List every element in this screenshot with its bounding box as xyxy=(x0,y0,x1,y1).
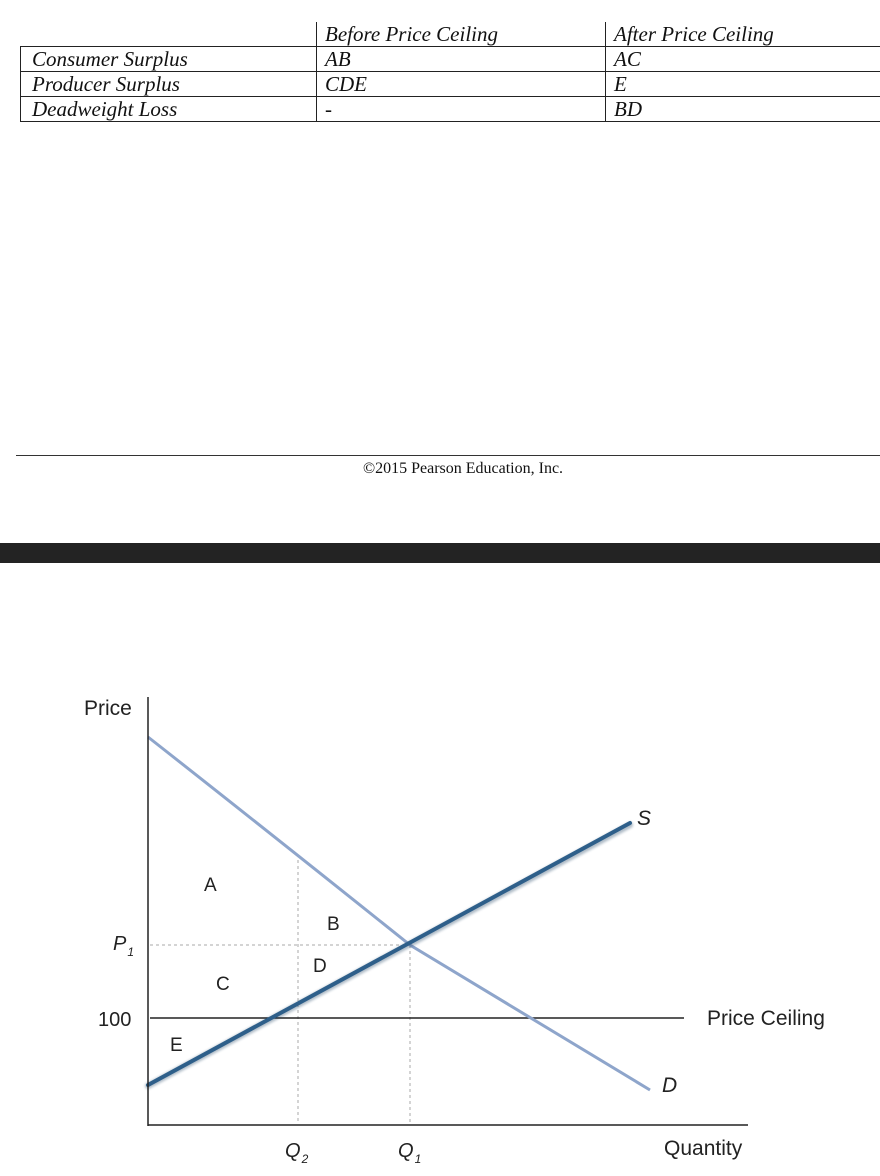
q1-label: $Q_1$ xyxy=(398,1140,422,1166)
region-e-label: E xyxy=(170,1035,183,1056)
row-label: Producer Surplus xyxy=(21,72,317,97)
row-label: Deadweight Loss xyxy=(21,97,317,122)
price-ceiling-label: Price Ceiling xyxy=(707,1007,825,1030)
cell-after: AC xyxy=(606,47,880,72)
table-row-producer-surplus xyxy=(21,72,880,97)
surplus-table-container xyxy=(20,22,880,122)
footer-divider xyxy=(16,455,880,456)
cell-before: CDE xyxy=(317,72,606,97)
cell-after: BD xyxy=(606,97,880,122)
region-a-label: A xyxy=(204,875,217,896)
column-header-before: Before Price Ceiling xyxy=(317,22,606,47)
cell-after: E xyxy=(606,72,880,97)
row-label: Consumer Surplus xyxy=(21,47,317,72)
q2-label: $Q_2$ xyxy=(285,1140,309,1166)
supply-curve xyxy=(148,823,630,1085)
demand-curve xyxy=(148,737,650,1090)
demand-curve-label: D xyxy=(662,1074,678,1097)
x-axis-label: Quantity xyxy=(664,1137,743,1160)
region-b-label: B xyxy=(327,914,340,935)
surplus-table xyxy=(20,22,880,122)
cell-before: AB xyxy=(317,47,606,72)
p1-label: $P_1$ xyxy=(113,933,135,959)
supply-curve-label: S xyxy=(637,807,652,830)
table-corner-cell xyxy=(21,22,317,47)
section-divider-bar xyxy=(0,543,880,563)
region-c-label: C xyxy=(216,974,230,995)
price-ceiling-value-label: 100 xyxy=(98,1009,132,1031)
table-header-row xyxy=(21,22,880,47)
table-row-deadweight-loss xyxy=(21,97,880,122)
price-ceiling-diagram xyxy=(0,563,880,1176)
copyright-notice: ©2015 Pearson Education, Inc. xyxy=(362,460,564,477)
y-axis-label: Price xyxy=(84,697,132,720)
region-d-label: D xyxy=(313,956,327,977)
table-row-consumer-surplus xyxy=(21,47,880,72)
column-header-after: After Price Ceiling xyxy=(606,22,880,47)
cell-before: - xyxy=(317,97,606,122)
